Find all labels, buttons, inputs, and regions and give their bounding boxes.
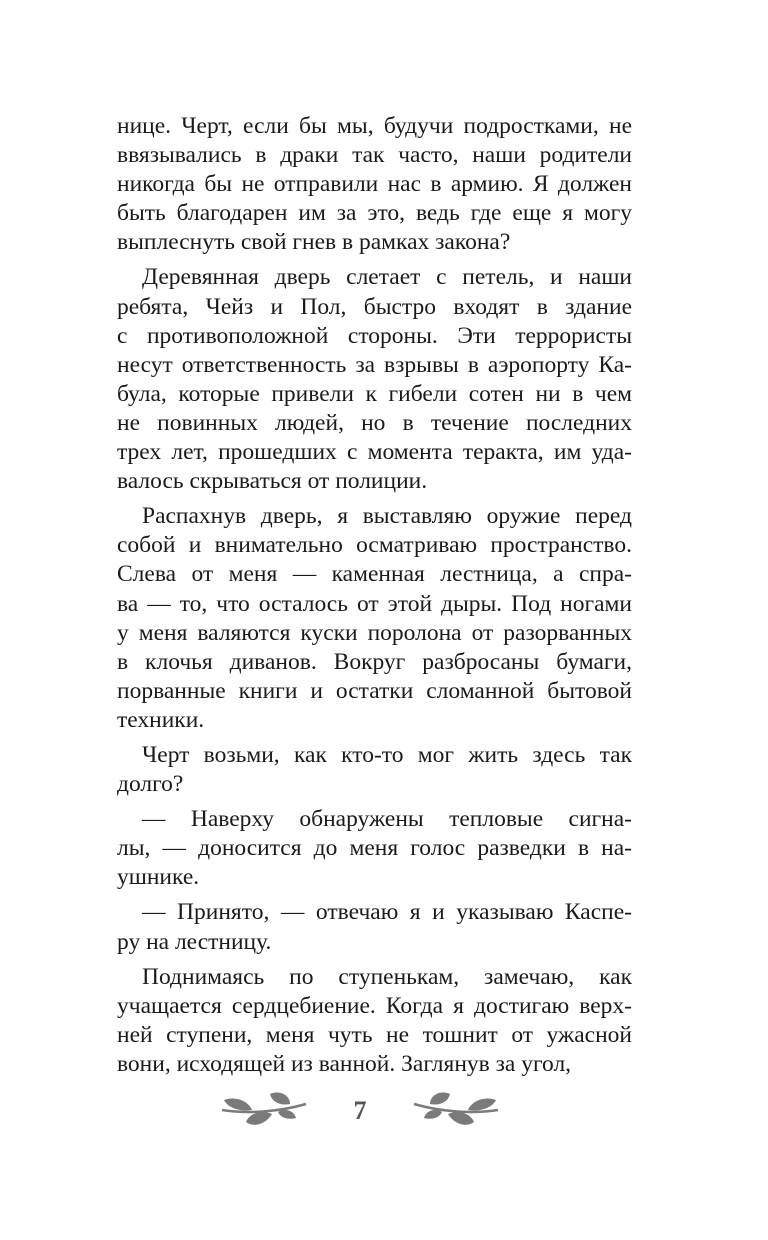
text-line: у меня валяются куски поролона от разорванных	[117, 619, 632, 646]
text-line: Деревянная дверь слетает с петель, и наши	[142, 264, 632, 291]
text-line: Черт возьми, как кто-то мог жить здесь так	[142, 741, 632, 768]
text-line: ней ступени, меня чуть не тошнит от ужасной	[117, 1021, 632, 1048]
text-line: в клочья диванов. Вокруг разбросаны бумаги,	[117, 648, 632, 675]
text-line: ушнике.	[117, 864, 200, 891]
text-line: ребята, Чейз и Пол, быстро входят в здание	[117, 293, 632, 320]
text-line: собой и внимательно осматриваю пространство.	[117, 532, 632, 559]
page-footer	[0, 1090, 768, 1140]
leaf-branch-icon	[218, 1090, 308, 1136]
text-line: нице. Черт, если бы мы, будучи подростками, не	[117, 113, 632, 139]
paragraph	[117, 263, 632, 496]
text-line: трех лет, прошедших с момента теракта, им уда-	[117, 439, 632, 466]
text-line: ва — то, что осталось от этой дыры. Под ногами	[117, 590, 632, 617]
text-line: — Наверху обнаружены тепловые сигна-	[142, 806, 632, 833]
text-line: выплеснуть свой гнев в рамках закона?	[117, 229, 511, 256]
text-line: була, которые привели к гибели сотен ни в чем	[117, 380, 632, 407]
text-line: быть благодарен им за это, ведь где еще я могу	[117, 200, 632, 227]
leaf-branch-icon	[412, 1090, 502, 1136]
paragraph	[117, 502, 632, 735]
paragraph	[117, 805, 632, 892]
text-line: вони, исходящей из ванной. Заглянув за угол,	[117, 1050, 572, 1077]
text-line: ру на лестницу.	[117, 928, 272, 955]
text-line: — Принято, — отвечаю я и указываю Каспе-	[142, 899, 632, 926]
text-line: долго?	[117, 771, 184, 798]
text-line: Поднимаясь по ступенькам, замечаю, как	[142, 963, 632, 990]
text-line: техники.	[117, 706, 205, 733]
text-line: с противоположной стороны. Эти террористы	[117, 322, 632, 349]
text-line: валось скрываться от полиции.	[117, 468, 428, 495]
text-line: Слева от меня — каменная лестница, а спра-	[117, 561, 632, 588]
text-line: лы, — доносится до меня голос разведки в на-	[117, 835, 632, 862]
paragraph	[117, 963, 632, 1079]
paragraph	[117, 112, 632, 257]
text-line: Распахнув дверь, я выставляю оружие перед	[142, 503, 632, 530]
paragraph	[117, 898, 632, 956]
text-line: учащается сердцебиение. Когда я достигаю верх-	[117, 992, 632, 1019]
page-number: 7	[353, 1096, 367, 1125]
text-line: ввязывались в драки так часто, наши родители	[117, 142, 632, 169]
body-text	[117, 112, 632, 1079]
text-line: никогда бы не отправили нас в армию. Я должен	[117, 171, 632, 198]
text-line: несут ответственность за взрывы в аэропорту Ка-	[117, 351, 632, 378]
paragraph	[117, 741, 632, 799]
text-line: не повинных людей, но в течение последних	[117, 409, 632, 436]
text-line: порванные книги и остатки сломанной бытовой	[117, 677, 632, 704]
